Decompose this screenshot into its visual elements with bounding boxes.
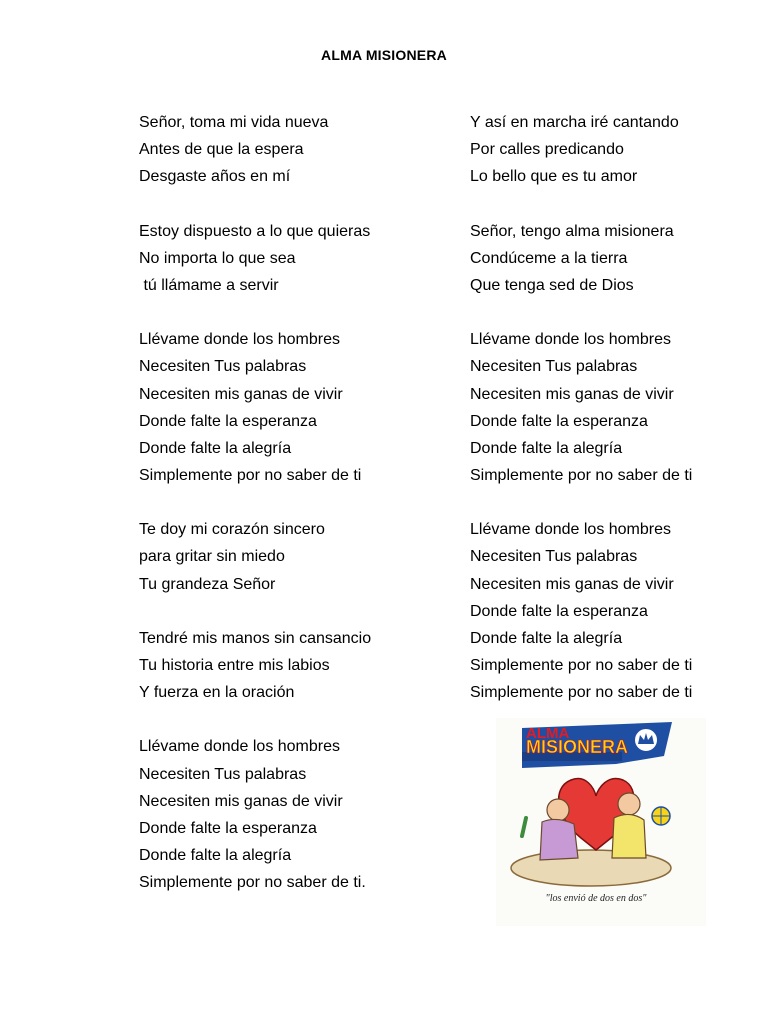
- lyric-line: Necesiten mis ganas de vivir: [470, 575, 674, 593]
- lyric-line: Tu historia entre mis labios: [139, 657, 330, 674]
- lyric-line: Necesiten Tus palabras: [470, 548, 638, 566]
- lyric-line: Donde falte la esperanza: [470, 602, 648, 620]
- lyric-line: Simplemente por no saber de ti: [470, 684, 693, 702]
- lyric-line: Condúceme a la tierra: [470, 249, 628, 267]
- lyric-line: Que tenga sed de Dios: [470, 276, 634, 294]
- left-lyrics-column: [139, 112, 449, 927]
- lyric-line: Estoy dispuesto a lo que quieras: [139, 222, 371, 240]
- lyric-line: Tu grandeza Señor: [139, 575, 276, 593]
- stanza: [470, 221, 760, 303]
- lyric-line: Por calles predicando: [470, 141, 624, 159]
- stanza: [470, 112, 760, 194]
- lyric-line: Donde falte la alegría: [470, 439, 623, 457]
- lyric-line: Llévame donde los hombres: [139, 738, 341, 756]
- figure-right-head: [618, 793, 640, 815]
- lyric-line: Donde falte la esperanza: [470, 412, 648, 430]
- lyric-line: tú llámame a servir: [139, 276, 279, 294]
- stanza: [139, 329, 449, 492]
- lyric-line: Donde falte la alegría: [139, 439, 292, 457]
- lyric-line: Y fuerza en la oración: [139, 684, 295, 702]
- lyric-line: Y así en marcha iré cantando: [470, 114, 679, 131]
- lyric-line: Simplemente por no saber de ti.: [139, 874, 366, 892]
- stanza: [139, 112, 449, 194]
- lyric-line: Necesiten Tus palabras: [470, 358, 638, 376]
- stanza: [139, 628, 449, 710]
- lyric-line: Llévame donde los hombres: [139, 331, 341, 349]
- lyric-line: Necesiten Tus palabras: [139, 765, 307, 783]
- lyric-line: Simplemente por no saber de ti: [470, 657, 693, 675]
- logo-motto: "los envió de dos en dos": [545, 893, 647, 904]
- lyric-line: Donde falte la alegría: [139, 847, 292, 865]
- lyric-line: Tendré mis manos sin cansancio: [139, 629, 372, 647]
- green-item-icon: [522, 818, 526, 836]
- stanza: [470, 519, 760, 709]
- lyric-line: Llévame donde los hombres: [470, 521, 672, 539]
- right-lyrics-column: [470, 112, 760, 737]
- cloud-shape: [511, 850, 671, 886]
- stanza: [139, 736, 449, 899]
- lyric-line: Simplemente por no saber de ti: [470, 467, 693, 485]
- lyric-line: Necesiten Tus palabras: [139, 358, 307, 376]
- alma-misionera-logo: [496, 718, 706, 926]
- page-title: ALMA MISIONERA: [321, 47, 447, 63]
- figure-right-body: [612, 814, 646, 858]
- lyric-line: Donde falte la alegría: [470, 630, 623, 647]
- stanza: [139, 519, 449, 601]
- lyric-line: Te doy mi corazón sincero: [139, 521, 325, 539]
- lyric-line: Lo bello que es tu amor: [470, 168, 638, 186]
- stanza: [470, 329, 760, 492]
- lyric-line: Señor, tengo alma misionera: [470, 222, 674, 240]
- lyric-line: Donde falte la esperanza: [139, 412, 317, 430]
- lyric-line: Señor, toma mi vida nueva: [139, 114, 329, 131]
- lyric-line: Llévame donde los hombres: [470, 331, 672, 349]
- lyric-line: No importa lo que sea: [139, 249, 296, 267]
- logo-word-main: MISIONERA: [526, 737, 629, 757]
- logo-word-top: ALMA: [526, 725, 570, 742]
- stanza: [139, 221, 449, 303]
- lyric-line: Desgaste años en mí: [139, 168, 291, 186]
- lyric-line: Necesiten mis ganas de vivir: [470, 385, 674, 403]
- lyric-line: Simplemente por no saber de ti: [139, 467, 362, 485]
- lyric-line: Donde falte la esperanza: [139, 819, 317, 837]
- lyric-line: Necesiten mis ganas de vivir: [139, 385, 343, 403]
- lyric-line: Antes de que la espera: [139, 141, 304, 159]
- lyric-line: para gritar sin miedo: [139, 548, 285, 566]
- lyric-line: Necesiten mis ganas de vivir: [139, 792, 343, 810]
- figure-left-body: [540, 819, 578, 860]
- figure-left-head: [547, 799, 569, 821]
